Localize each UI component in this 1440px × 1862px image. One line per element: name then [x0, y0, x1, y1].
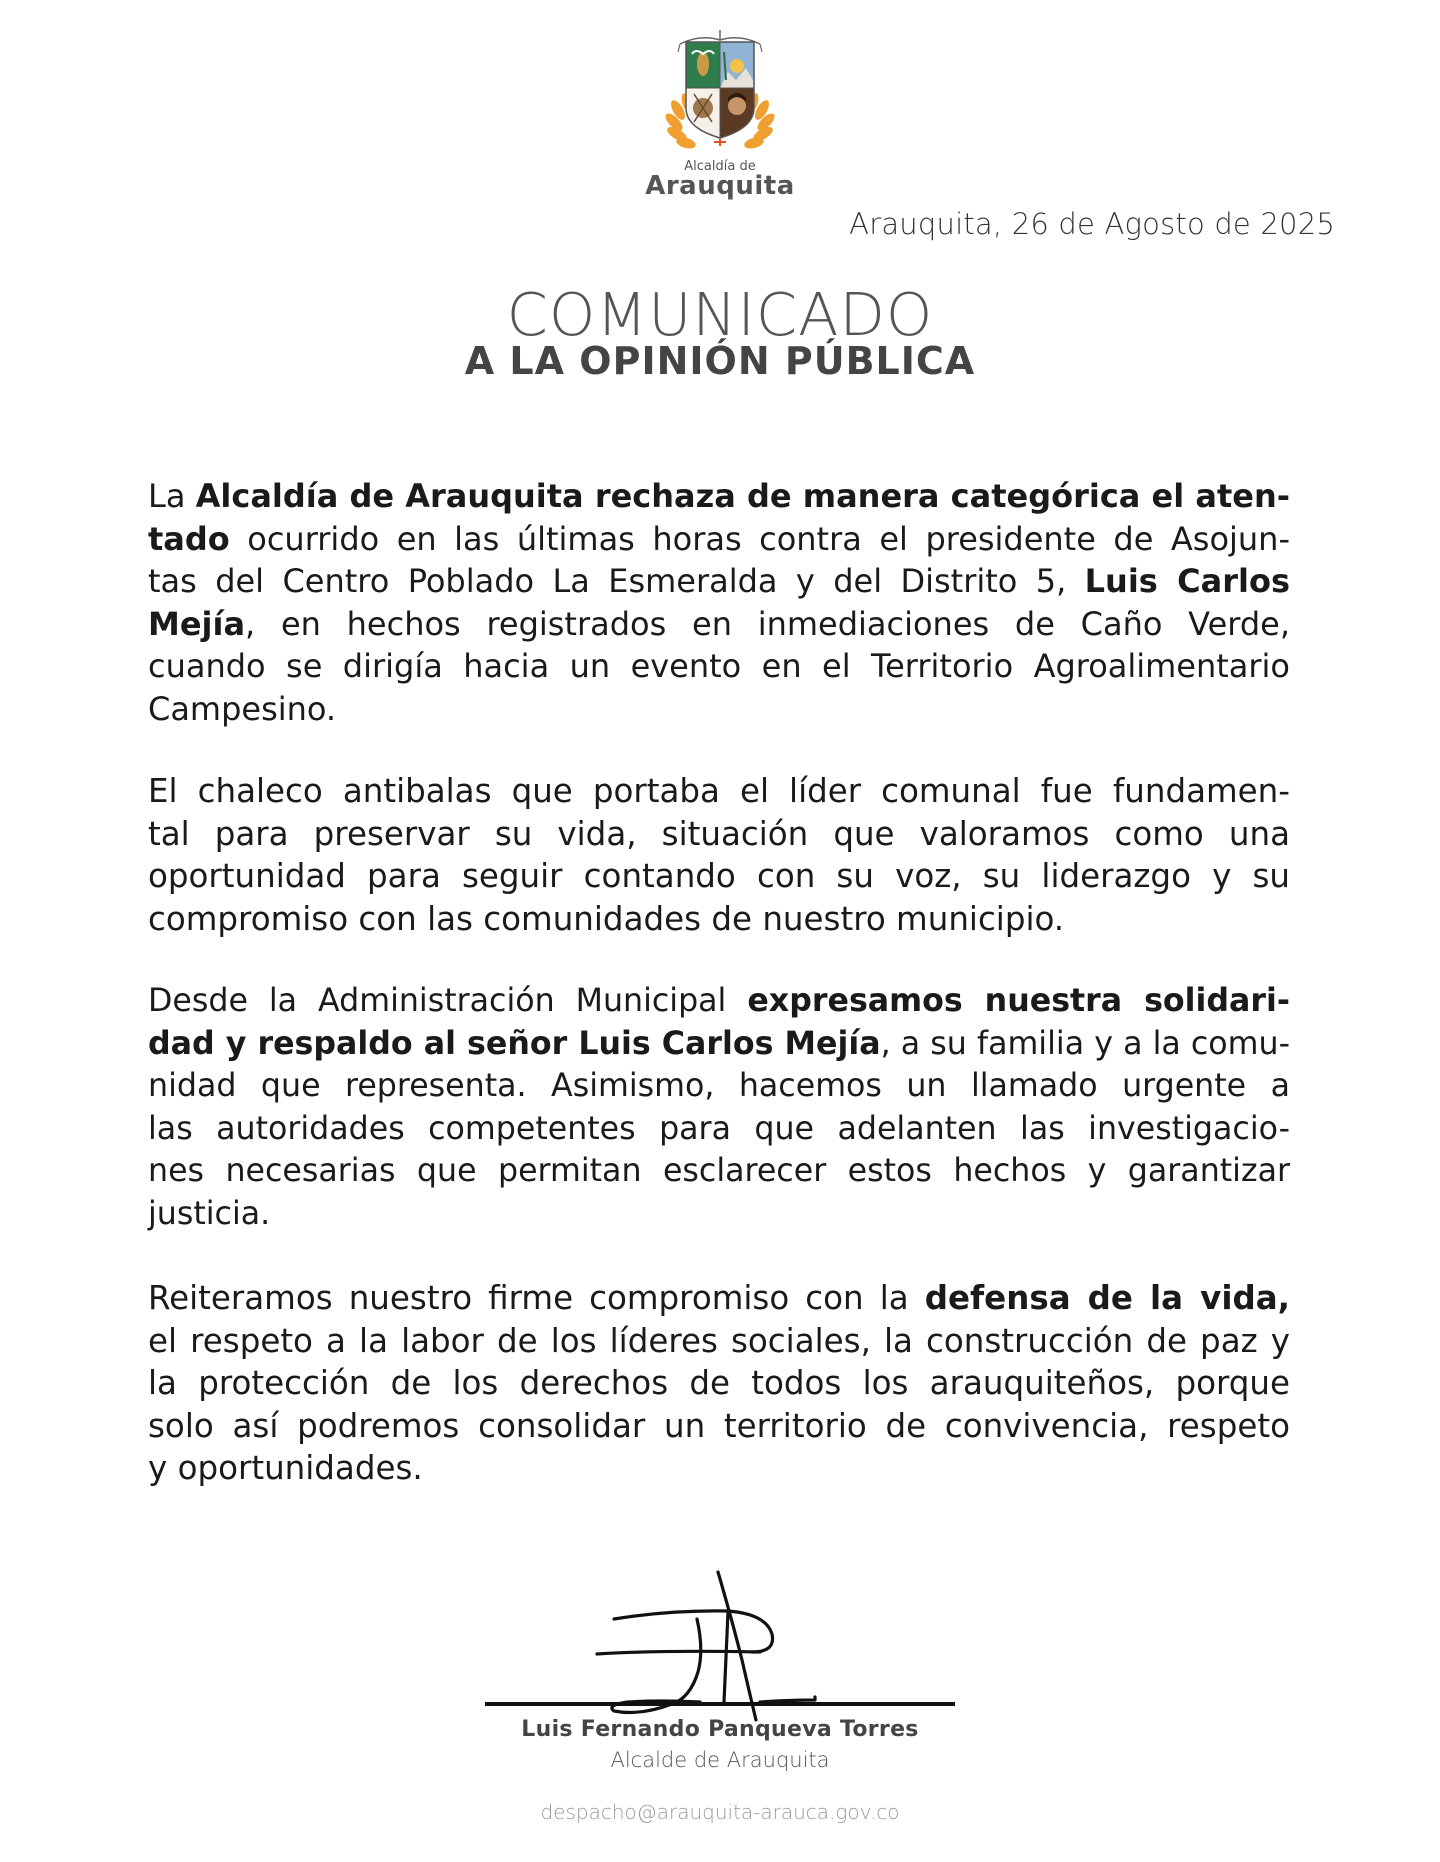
bold-text: tado: [148, 519, 230, 558]
paragraph-line: [148, 1108, 1290, 1151]
paragraph-1: [148, 475, 1290, 730]
paragraph-3: [148, 980, 1290, 1235]
text-run: y oportunidades.: [148, 1449, 423, 1487]
bold-text: Mejía: [148, 604, 246, 643]
paragraph-line: [148, 603, 1290, 646]
paragraph-line: [148, 475, 1290, 518]
paragraph-line: [148, 813, 1290, 856]
bold-text: Luis Carlos: [1084, 562, 1290, 600]
coat-of-arms-icon: [640, 22, 800, 162]
document-subtitle: A LA OPINIÓN PÚBLICA: [464, 339, 976, 383]
text-run: , a su familia y a la comu-: [880, 1025, 1290, 1062]
logo-caption-small: Alcaldía de: [684, 159, 756, 174]
paragraph-line: [148, 898, 1290, 941]
text-run: oportunidad para seguir contando con su voz, su liderazgo y su: [148, 857, 1290, 895]
text-run: Reiteramos nuestro firme compromiso con la: [148, 1279, 925, 1317]
municipal-logo: [640, 22, 800, 201]
text-run: la protección de los derechos de todos los arauquiteños, porque: [148, 1364, 1290, 1402]
logo-caption-large: Arauquita: [645, 171, 795, 201]
bold-text: Alcaldía de Arauquita rechaza de manera categórica el aten-: [195, 477, 1290, 515]
text-run: justicia.: [148, 1195, 271, 1232]
signatory-name: Luis Fernando Panqueva Torres: [521, 1717, 919, 1742]
paragraph-line: [148, 1362, 1290, 1405]
text-run: , en hechos registrados en inmediaciones de Caño Verde,: [245, 604, 1290, 643]
text-run: tas del Centro Poblado La Esmeralda y del Distrito 5,: [148, 562, 1085, 600]
text-run: las autoridades competentes para que adelanten las investigacio-: [148, 1110, 1290, 1147]
paragraph-line: [148, 1405, 1290, 1448]
paragraph-line: [148, 560, 1290, 603]
signature-line: [485, 1702, 955, 1706]
text-run: tal para preservar su vida, situación que valoramos como una: [148, 814, 1290, 853]
text-run: Campesino.: [148, 689, 337, 728]
text-run: Desde la Administración Municipal: [148, 983, 748, 1019]
paragraph-line: [148, 770, 1290, 813]
document-title: COMUNICADO: [506, 280, 934, 349]
paragraph-line: [148, 980, 1290, 1023]
paragraph-line: [148, 1150, 1290, 1193]
text-run: compromiso con las comunidades de nuestro municipio.: [148, 899, 1065, 938]
paragraph-line: [148, 645, 1290, 688]
bold-text: expresamos nuestra solidari-: [747, 983, 1290, 1019]
contact-email[interactable]: despacho@arauquita-arauca.gov.co: [540, 1800, 900, 1824]
paragraph-line: [148, 1023, 1290, 1066]
bold-text: defensa de la vida,: [924, 1279, 1291, 1317]
text-run: La: [148, 477, 196, 515]
document-date: Arauquita, 26 de Agosto de 2025: [849, 207, 1335, 241]
signatory-role: Alcalde de Arauquita: [610, 1748, 830, 1772]
paragraph-line: [148, 1447, 1290, 1490]
paragraph-2: [148, 770, 1290, 940]
text-run: cuando se dirigía hacia un evento en el Territorio Agroalimentario: [148, 647, 1290, 685]
paragraph-4: [148, 1277, 1290, 1490]
paragraph-line: [148, 1193, 1290, 1236]
text-run: nes necesarias que permitan esclarecer estos hechos y garantizar: [148, 1153, 1290, 1189]
text-run: El chaleco antibalas que portaba el líder comunal fue fundamen-: [148, 772, 1290, 810]
text-run: nidad que representa. Asimismo, hacemos un llamado urgente a: [148, 1068, 1290, 1104]
paragraph-line: [148, 688, 1290, 731]
text-run: el respeto a la labor de los líderes sociales, la construcción de paz y: [148, 1321, 1290, 1360]
text-run: solo así podremos consolidar un territorio de convivencia, respeto: [148, 1406, 1290, 1445]
bold-text: dad y respaldo al señor Luis Carlos Mejía: [148, 1025, 881, 1062]
text-run: ocurrido en las últimas horas contra el presidente de Asojun-: [229, 519, 1290, 558]
paragraph-line: [148, 1277, 1290, 1320]
paragraph-line: [148, 518, 1290, 561]
paragraph-line: [148, 1320, 1290, 1363]
paragraph-line: [148, 1065, 1290, 1108]
paragraph-line: [148, 855, 1290, 898]
